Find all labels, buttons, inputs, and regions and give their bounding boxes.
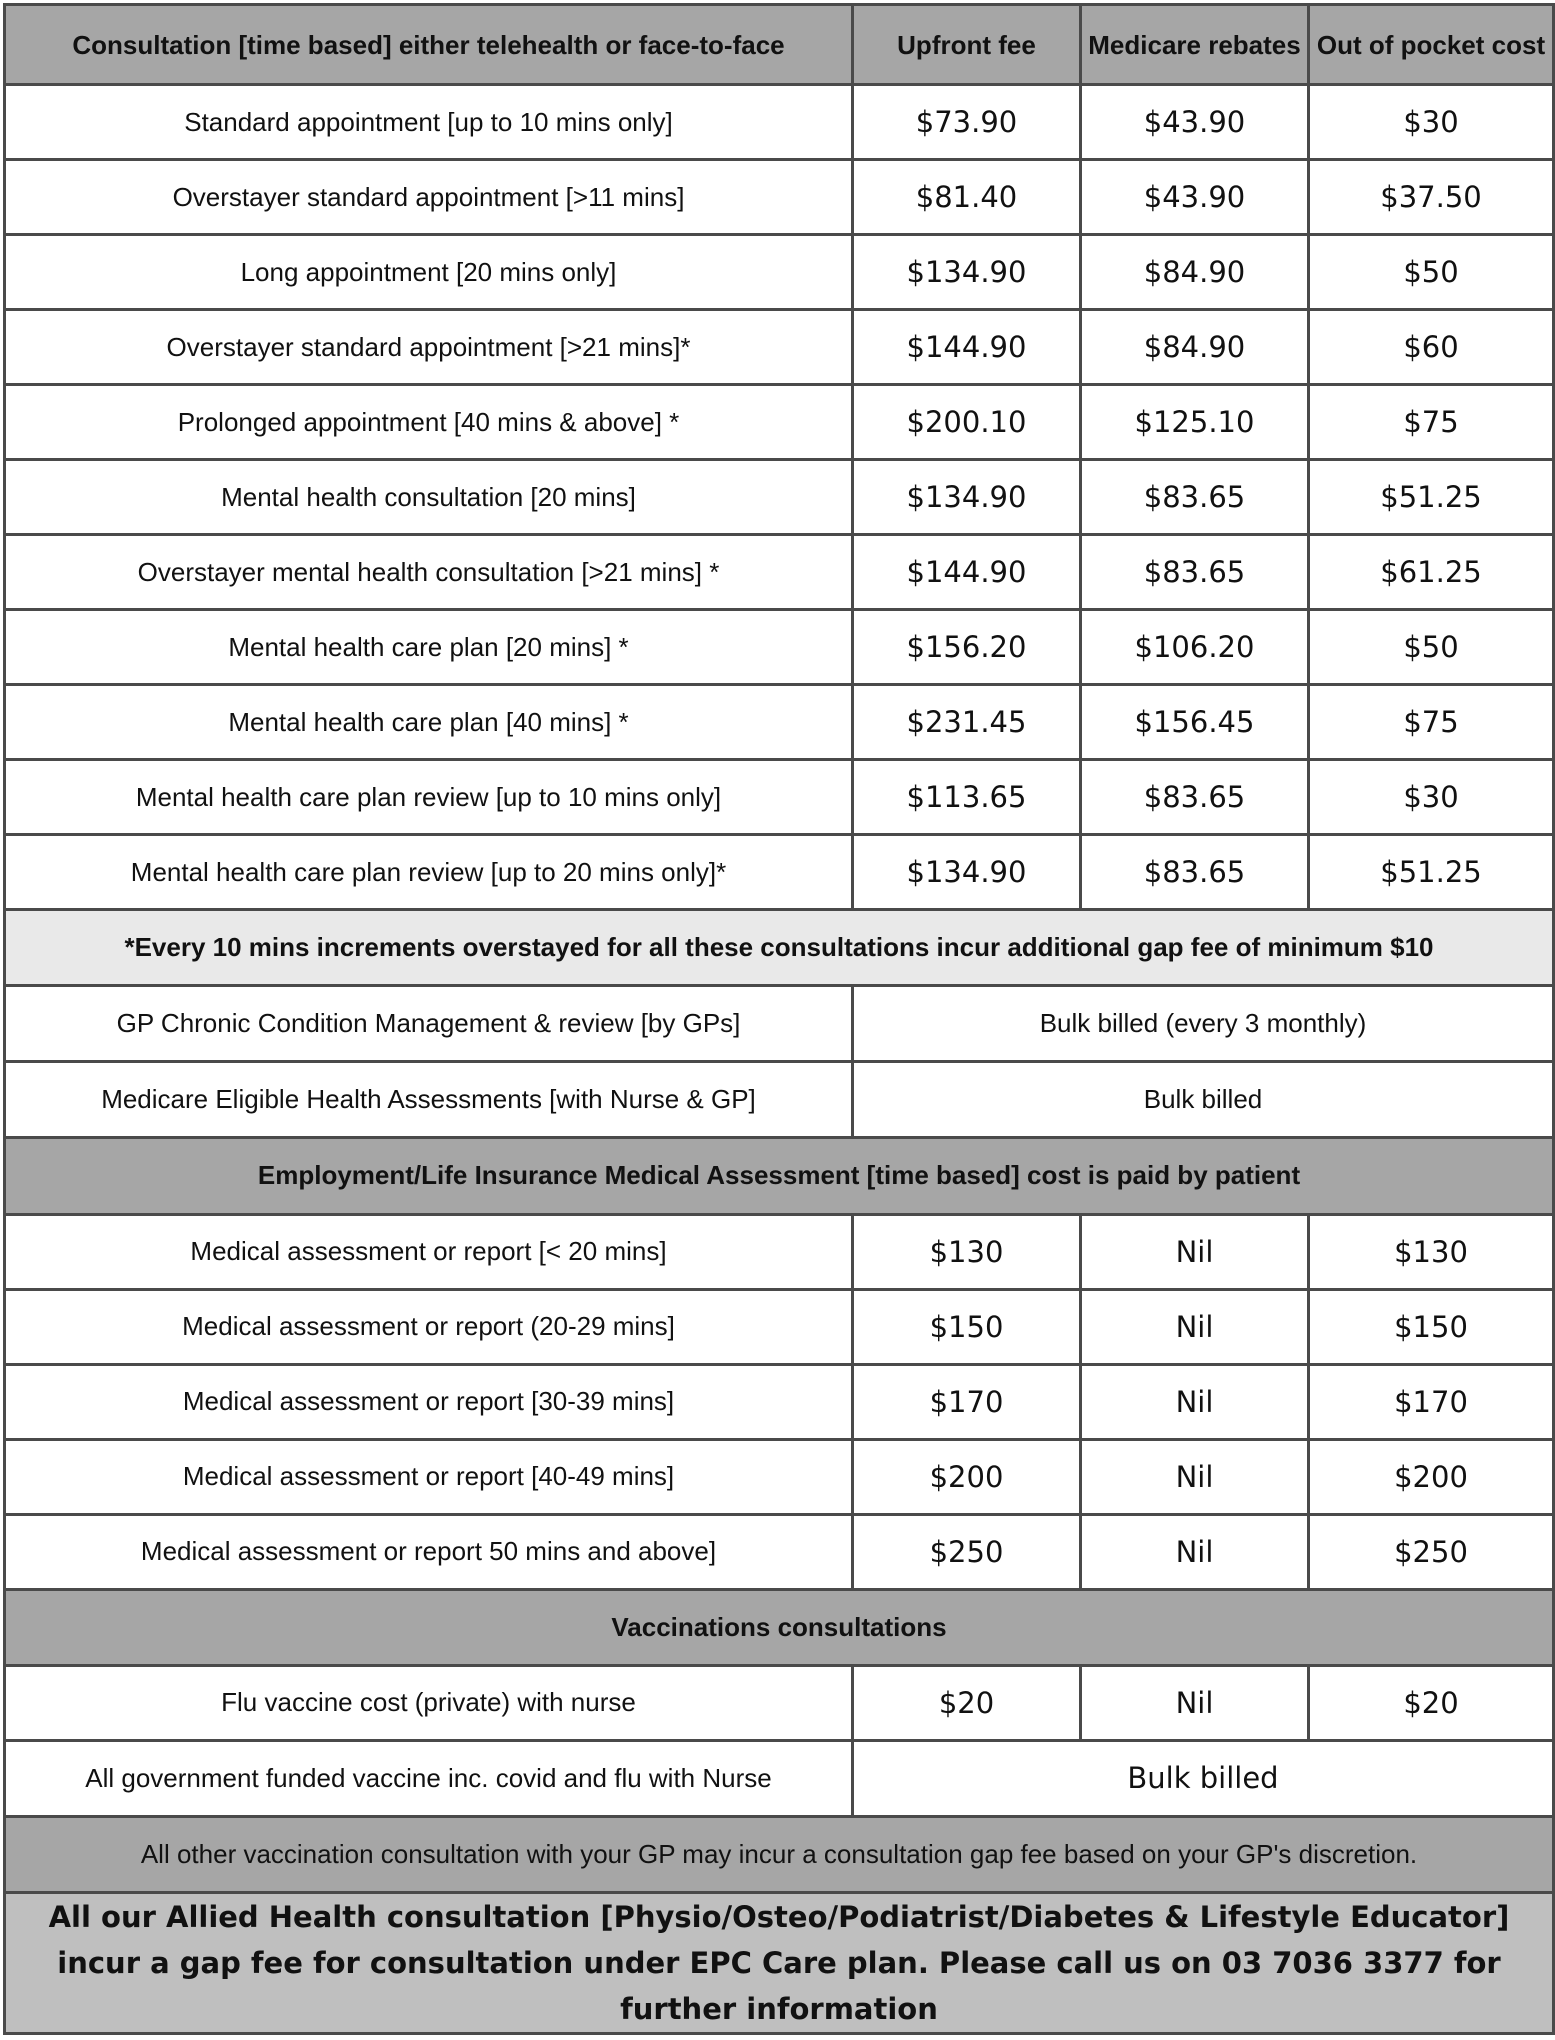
fee-row (5, 610, 1554, 685)
service-description: Prolonged appointment [40 mins & above] * (5, 385, 853, 460)
service-description: Medical assessment or report [< 20 mins] (5, 1214, 853, 1289)
upfront-fee: $200.10 (853, 385, 1081, 460)
fee-row (5, 385, 1554, 460)
fee-row (5, 460, 1554, 535)
medicare-rebate: Nil (1081, 1665, 1309, 1740)
upfront-fee: $134.90 (853, 235, 1081, 310)
overstay-note (5, 910, 1554, 986)
billing-status: Bulk billed (853, 1062, 1554, 1138)
medicare-rebate: $125.10 (1081, 385, 1309, 460)
header-out-of-pocket: Out of pocket cost (1309, 5, 1554, 85)
upfront-fee: $20 (853, 1665, 1081, 1740)
service-description: Overstayer standard appointment [>11 mins] (5, 160, 853, 235)
bulk-billed-row (5, 986, 1554, 1062)
service-description: Medical assessment or report [30-39 mins] (5, 1364, 853, 1439)
gp-vaccination-note-text: All other vaccination consultation with your GP may incur a consultation gap fee based on your GP's discretion. (5, 1816, 1554, 1892)
table-header (5, 5, 1554, 85)
allied-health-note-text: All our Allied Health consultation [Physio/Osteo/Podiatrist/Diabetes & Lifestyle Educator] incur a gap fee for consultation under EPC Care plan. Please call us on 03 7036 3377 for further information (5, 1892, 1554, 2033)
fee-row (5, 1289, 1554, 1364)
fee-row (5, 1214, 1554, 1289)
medicare-rebate: Nil (1081, 1439, 1309, 1514)
medicare-rebate: $83.65 (1081, 535, 1309, 610)
service-description: Medical assessment or report 50 mins and above] (5, 1514, 853, 1589)
employment-section-heading (5, 1138, 1554, 1214)
out-of-pocket-cost: $30 (1309, 85, 1554, 160)
out-of-pocket-cost: $75 (1309, 385, 1554, 460)
service-description: Long appointment [20 mins only] (5, 235, 853, 310)
out-of-pocket-cost: $150 (1309, 1289, 1554, 1364)
service-description: Flu vaccine cost (private) with nurse (5, 1665, 853, 1740)
service-description: Mental health care plan [20 mins] * (5, 610, 853, 685)
out-of-pocket-cost: $60 (1309, 310, 1554, 385)
service-description: Mental health consultation [20 mins] (5, 460, 853, 535)
upfront-fee: $170 (853, 1364, 1081, 1439)
service-description: Medical assessment or report [40-49 mins] (5, 1439, 853, 1514)
out-of-pocket-cost: $37.50 (1309, 160, 1554, 235)
out-of-pocket-cost: $50 (1309, 235, 1554, 310)
out-of-pocket-cost: $30 (1309, 760, 1554, 835)
upfront-fee: $231.45 (853, 685, 1081, 760)
fee-row (5, 535, 1554, 610)
service-description: Mental health care plan review [up to 10 mins only] (5, 760, 853, 835)
medicare-rebate: Nil (1081, 1289, 1309, 1364)
bulk-billed-row (5, 1062, 1554, 1138)
fee-row (5, 835, 1554, 910)
out-of-pocket-cost: $170 (1309, 1364, 1554, 1439)
allied-health-note (5, 1892, 1554, 2033)
fee-row (5, 1665, 1554, 1740)
medicare-rebate: $84.90 (1081, 310, 1309, 385)
upfront-fee: $130 (853, 1214, 1081, 1289)
upfront-fee: $144.90 (853, 310, 1081, 385)
billing-status: Bulk billed (853, 1740, 1554, 1816)
fee-row (5, 310, 1554, 385)
overstay-note-text: *Every 10 mins increments overstayed for all these consultations incur additional gap fee of minimum $10 (5, 910, 1554, 986)
service-description: Medical assessment or report (20-29 mins] (5, 1289, 853, 1364)
out-of-pocket-cost: $51.25 (1309, 460, 1554, 535)
upfront-fee: $150 (853, 1289, 1081, 1364)
out-of-pocket-cost: $51.25 (1309, 835, 1554, 910)
medicare-rebate: $43.90 (1081, 85, 1309, 160)
upfront-fee: $113.65 (853, 760, 1081, 835)
service-description: Mental health care plan [40 mins] * (5, 685, 853, 760)
fee-row (5, 235, 1554, 310)
fee-row (5, 760, 1554, 835)
service-description: Medicare Eligible Health Assessments [with Nurse & GP] (5, 1062, 853, 1138)
fee-row (5, 85, 1554, 160)
upfront-fee: $200 (853, 1439, 1081, 1514)
medicare-rebate: $83.65 (1081, 835, 1309, 910)
header-medicare-rebates: Medicare rebates (1081, 5, 1309, 85)
medicare-rebate: Nil (1081, 1514, 1309, 1589)
gp-vaccination-note (5, 1816, 1554, 1892)
service-description: Mental health care plan review [up to 20 mins only]* (5, 835, 853, 910)
medicare-rebate: Nil (1081, 1214, 1309, 1289)
medicare-rebate: $83.65 (1081, 760, 1309, 835)
medicare-rebate: $156.45 (1081, 685, 1309, 760)
fee-row (5, 1364, 1554, 1439)
billing-status: Bulk billed (every 3 monthly) (853, 986, 1554, 1062)
out-of-pocket-cost: $20 (1309, 1665, 1554, 1740)
out-of-pocket-cost: $75 (1309, 685, 1554, 760)
medicare-rebate: $83.65 (1081, 460, 1309, 535)
fee-row (5, 160, 1554, 235)
upfront-fee: $81.40 (853, 160, 1081, 235)
fee-row (5, 1439, 1554, 1514)
medicare-rebate: $43.90 (1081, 160, 1309, 235)
out-of-pocket-cost: $130 (1309, 1214, 1554, 1289)
medicare-rebate: Nil (1081, 1364, 1309, 1439)
out-of-pocket-cost: $200 (1309, 1439, 1554, 1514)
out-of-pocket-cost: $50 (1309, 610, 1554, 685)
vaccinations-heading-text: Vaccinations consultations (5, 1589, 1554, 1665)
fee-row (5, 1514, 1554, 1589)
header-upfront-fee: Upfront fee (853, 5, 1081, 85)
fee-schedule-table (3, 3, 1555, 2035)
fee-row (5, 685, 1554, 760)
upfront-fee: $134.90 (853, 835, 1081, 910)
out-of-pocket-cost: $61.25 (1309, 535, 1554, 610)
service-description: Overstayer standard appointment [>21 mins]* (5, 310, 853, 385)
vaccinations-section-heading (5, 1589, 1554, 1665)
service-description: Overstayer mental health consultation [>21 mins] * (5, 535, 853, 610)
medicare-rebate: $84.90 (1081, 235, 1309, 310)
service-description: Standard appointment [up to 10 mins only] (5, 85, 853, 160)
upfront-fee: $73.90 (853, 85, 1081, 160)
service-description: GP Chronic Condition Management & review [by GPs] (5, 986, 853, 1062)
bulk-billed-row (5, 1740, 1554, 1816)
medicare-rebate: $106.20 (1081, 610, 1309, 685)
out-of-pocket-cost: $250 (1309, 1514, 1554, 1589)
upfront-fee: $250 (853, 1514, 1081, 1589)
upfront-fee: $134.90 (853, 460, 1081, 535)
upfront-fee: $144.90 (853, 535, 1081, 610)
service-description: All government funded vaccine inc. covid and flu with Nurse (5, 1740, 853, 1816)
header-consultation: Consultation [time based] either telehealth or face-to-face (5, 5, 853, 85)
upfront-fee: $156.20 (853, 610, 1081, 685)
employment-heading-text: Employment/Life Insurance Medical Assessment [time based] cost is paid by patient (5, 1138, 1554, 1214)
